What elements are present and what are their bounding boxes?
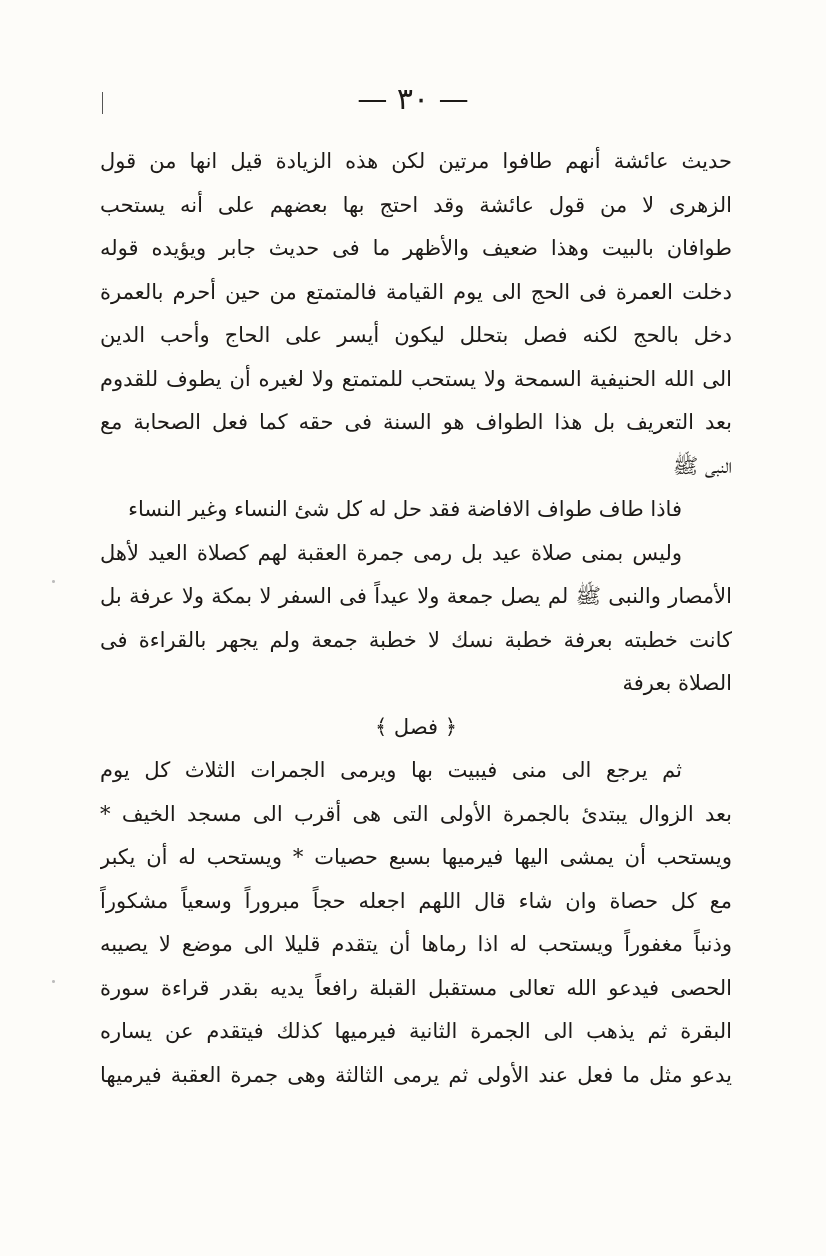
text-line: الحصى فيدعو الله تعالى مستقبل القبلة رافعاً يديه بقدر قراءة سورة xyxy=(100,975,732,1000)
page-number: — ٣٠ — xyxy=(357,82,469,117)
text-line: كانت خطبته بعرفة خطبة نسك لا خطبة جمعة ولم يجهر بالقراءة فى xyxy=(100,627,732,652)
text-line: الى الله الحنيفية السمحة ولا يستحب للمتمتع ولا لغيره أن يطوف للقدوم xyxy=(100,366,732,391)
text-line: دخل بالحج لكنه فصل بتحلل ليكون أيسر على الحاج وأحب الدين xyxy=(100,323,732,347)
text-line: دخلت العمرة فى الحج الى يوم القيامة فالمتمتع من حين أحرم بالعمرة xyxy=(100,279,732,304)
text-line: مع كل حصاة وان شاء قال اللهم اجعله حجاً مبروراً وسعياً مشكوراً xyxy=(100,888,732,913)
text-line: ويستحب أن يمشى اليها فيرميها بسبع حصيات * ويستحب له أن يكبر xyxy=(100,845,732,869)
text-line: يدعو مثل ما فعل عند الأولى ثم يرمى الثالثة وهى جمرة العقبة فيرميها xyxy=(100,1062,732,1087)
text-line: البقرة ثم يذهب الى الجمرة الثانية فيرميها كذلك فيتقدم عن يساره xyxy=(100,1019,732,1043)
text-line: حديث عائشة أنهم طافوا مرتين لكن هذه الزيادة قيل انها من قول xyxy=(100,149,732,173)
text-line: الصلاة بعرفة xyxy=(622,671,732,695)
text-line: ثم يرجع الى منى فيبيت بها ويرمى الجمرات الثلاث كل يوم xyxy=(100,758,682,782)
section-heading: ﴿ فصل ﴾ xyxy=(374,714,458,739)
margin-speck xyxy=(52,580,55,583)
text-line: بعد الزوال يبتدئ بالجمرة الأولى التى هى أقرب الى مسجد الخيف * xyxy=(100,801,732,826)
text-line: وليس بمنى صلاة عيد بل رمى جمرة العقبة لهم كصلاة العيد لأهل xyxy=(100,540,682,565)
text-line: طوافان بالبيت وهذا ضعيف والأظهر ما فى حديث جابر ويؤيده قوله xyxy=(100,236,732,260)
text-line: الأمصار والنبى ﷺ لم يصل جمعة ولا عيداً فى السفر لا بمكة ولا عرفة بل xyxy=(100,584,732,608)
page-text xyxy=(100,140,732,1097)
text-line: النبى ﷺ xyxy=(672,453,732,478)
text-line: فاذا طاف طواف الافاضة فقد حل له كل شئ النساء وغير النساء xyxy=(128,497,682,521)
text-line: بعد التعريف بل هذا الطواف هو السنة فى حقه كما فعل الصحابة مع xyxy=(100,410,732,434)
margin-speck xyxy=(52,980,55,983)
text-line: وذنباً مغفوراً ويستحب له اذا رماها أن يتقدم قليلا الى موضع لا يصيبه xyxy=(100,932,732,956)
text-line: الزهرى لا من قول عائشة وقد احتج بها بعضهم على أنه يستحب xyxy=(100,192,732,217)
